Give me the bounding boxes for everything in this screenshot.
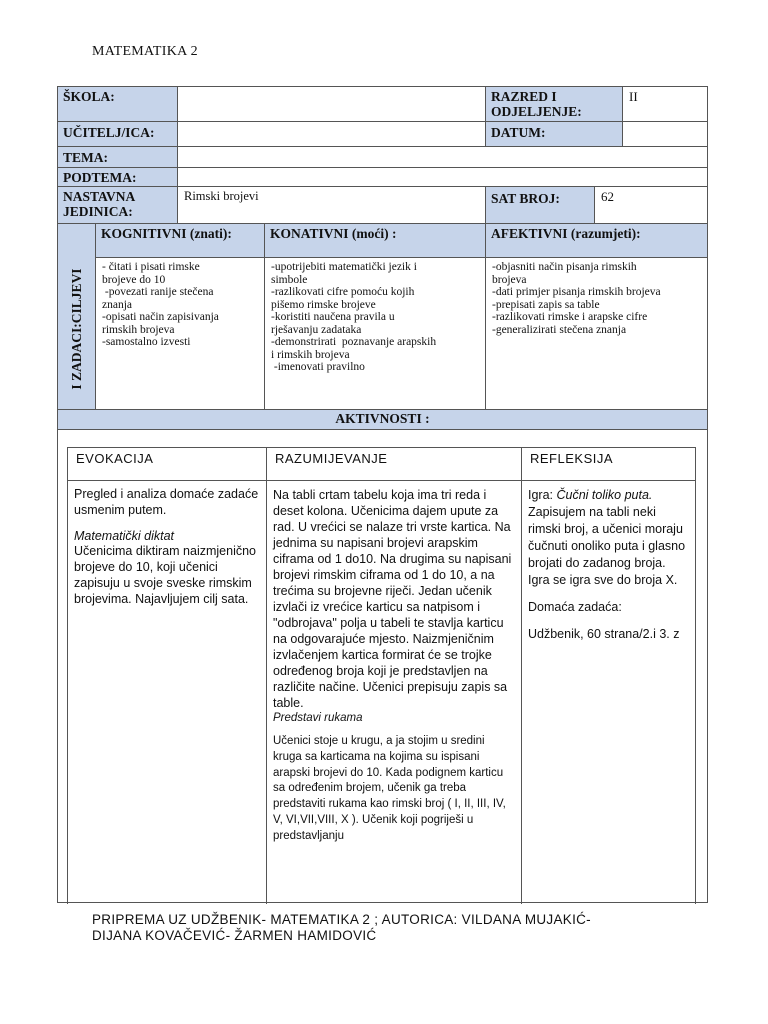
kognitivni-list <box>96 258 264 352</box>
afektivni-line: -prepisati zapis sa table <box>492 298 600 311</box>
konativni-line: -razlikovati cifre pomoću kojih <box>271 286 415 298</box>
kognitivni-line: rimskih brojeva <box>102 323 175 336</box>
afektivni-header: AFEKTIVNI (razumjeti): <box>491 226 641 241</box>
konativni-line: pišemo rimske brojeve <box>271 298 376 311</box>
razumijevanje-header-cell <box>266 447 522 481</box>
konativni-cell <box>264 257 486 410</box>
goals-side-cell <box>57 223 96 410</box>
refleksija-game-title: Čučni toliko puta. <box>556 488 653 502</box>
datum-label-cell <box>485 121 623 147</box>
razred-value: II <box>629 89 638 104</box>
evokacija-text-1: Pregled i analiza domaće zadaće usmenim putem. <box>74 487 259 517</box>
refleksija-header: REFLEKSIJA <box>530 451 614 466</box>
razumijevanje-title-2: Predstavi rukama <box>273 712 363 724</box>
kognitivni-header: KOGNITIVNI (znati): <box>101 226 232 241</box>
skola-label: ŠKOLA: <box>63 89 115 104</box>
ucitelj-value-cell <box>177 121 486 147</box>
konativni-header-cell <box>264 223 486 258</box>
razumijevanje-cell <box>266 480 522 904</box>
footer-line-1: PRIPREMA UZ UDŽBENIK- MATEMATIKA 2 ; AUTORICA: VILDANA MUJAKIĆ- <box>92 912 591 927</box>
konativni-line: rješavanju zadataka <box>271 323 362 336</box>
kognitivni-line: -povezati ranije stečena <box>102 286 214 298</box>
evokacija-text-2: Učenicima diktiram naizmjenično brojeve do 10, koji učenici zapisuju u svoje sveske rimskim brojevima. Najavljujem cilj sata. <box>74 544 257 606</box>
kognitivni-line: - čitati i pisati rimske <box>102 261 200 273</box>
afektivni-line: -objasniti način pisanja rimskih <box>492 261 637 273</box>
kognitivni-header-cell <box>95 223 265 258</box>
refleksija-text-1: Zapisujem na tabli neki rimski broj, a učenici moraju čučnuti onoliko puta i glasno brojati do zadanog broja. Igra se igra sve do broja X. <box>528 505 686 587</box>
razumijevanje-header: RAZUMIJEVANJE <box>275 451 388 466</box>
evokacija-title-2: Matematički diktat <box>74 528 175 543</box>
kognitivni-line: -samostalno izvesti <box>102 336 191 348</box>
sat-label: SAT BROJ: <box>491 191 560 206</box>
podtema-label: PODTEMA: <box>63 170 137 185</box>
afektivni-line: -dati primjer pisanja rimskih brojeva <box>492 286 661 298</box>
razumijevanje-text-2: Učenici stoje u krugu, a ja stojim u sredini kruga sa karticama na kojima su ispisani arapski brojevi do 10. Kada podignem karticu sa određenim brojem, učenik ga treba predstaviti rukama kao rimski broj ( I, II, III, IV, V, VI,VII,VIII, X ). Učenik koji pogriješi u predstavljanju <box>273 735 506 842</box>
goals-side-label: I ZADACI:CILJEVI <box>68 268 84 391</box>
konativni-line: simbole <box>271 273 308 286</box>
footer-line-2: DIJANA KOVAČEVIĆ- ŽARMEN HAMIDOVIĆ <box>92 928 377 943</box>
tema-label: TEMA: <box>63 150 108 165</box>
podtema-value-cell <box>177 167 708 187</box>
tema-label-cell <box>57 146 178 168</box>
razred-label-line2: ODJELJENJE: <box>491 104 582 119</box>
afektivni-cell <box>485 257 708 410</box>
kognitivni-line: -opisati način zapisivanja <box>102 311 219 323</box>
afektivni-line: -generalizirati stečena znanja <box>492 323 627 336</box>
aktivnosti-header: AKTIVNOSTI : <box>335 411 430 426</box>
kognitivni-line: znanja <box>102 298 133 311</box>
konativni-line: -demonstrirati poznavanje arapskih <box>271 336 437 348</box>
afektivni-line: -razlikovati rimske i arapske cifre <box>492 311 648 323</box>
kognitivni-cell <box>95 257 265 410</box>
konativni-line: i rimskih brojeva <box>271 348 350 361</box>
ucitelj-label: UČITELJ/ICA: <box>63 125 155 140</box>
datum-label: DATUM: <box>491 125 546 140</box>
page-header: MATEMATIKA 2 <box>92 44 198 59</box>
nastavna-value-cell <box>177 186 486 224</box>
nastavna-label-line2: JEDINICA: <box>63 204 133 219</box>
nastavna-label-cell <box>57 186 178 224</box>
tema-value-cell <box>177 146 708 168</box>
podtema-label-cell <box>57 167 178 187</box>
razred-label-line1: RAZRED I <box>491 89 557 104</box>
refleksija-text-3: Udžbenik, 60 strana/2.i 3. z <box>528 627 680 641</box>
konativni-list <box>265 258 485 377</box>
konativni-line: -imenovati pravilno <box>271 361 365 373</box>
evokacija-header-cell <box>67 447 267 481</box>
konativni-line: -upotrijebiti matematički jezik i <box>271 261 417 273</box>
konativni-header: KONATIVNI (moći) : <box>270 226 397 241</box>
refleksija-cell <box>521 480 696 904</box>
skola-label-cell <box>57 86 178 122</box>
afektivni-line: brojeva <box>492 273 527 286</box>
evokacija-header: EVOKACIJA <box>76 451 154 466</box>
page-footer <box>92 912 692 944</box>
razred-value-cell <box>622 86 708 122</box>
nastavna-label-line1: NASTAVNA <box>63 189 136 204</box>
afektivni-header-cell <box>485 223 708 258</box>
kognitivni-line: brojeve do 10 <box>102 273 166 286</box>
datum-value-cell <box>622 121 708 147</box>
razumijevanje-text-1: Na tabli crtam tabelu koja ima tri reda i deset kolona. Učenicima dajem upute za rad. U vrećici se nalaze tri vrste kartica. Na jednima su napisani brojevi arapskim ciframa od 1 do10. Na drugima su napisani brojevi rimskim ciframa od 1 do 10, a na trećima su brojevne riječi. Jedan učenik izvlači iz vrećice karticu sa natpisom i "odbrojava" polja u tabeli te stavlja karticu na odgovarajuće mjesto. Naizmjeničnim izvlačenjem kartica formirat će se trojke određenog broja koji je predstavljen na različite načine. Učenici prepisuju zapis sa table. <box>273 488 512 710</box>
evokacija-cell <box>67 480 267 904</box>
refleksija-header-cell <box>521 447 696 481</box>
sat-value-cell <box>594 186 708 224</box>
refleksija-text-2: Domaća zadaća: <box>528 600 622 614</box>
ucitelj-label-cell <box>57 121 178 147</box>
aktivnosti-header-cell <box>57 409 708 430</box>
razred-label-cell <box>485 86 623 122</box>
afektivni-list <box>486 258 707 339</box>
nastavna-value: Rimski brojevi <box>184 189 259 203</box>
sat-value: 62 <box>601 189 614 204</box>
refleksija-prefix: Igra: <box>528 488 557 502</box>
skola-value-cell <box>177 86 486 122</box>
sat-label-cell <box>485 186 595 224</box>
konativni-line: -koristiti naučena pravila u <box>271 311 395 323</box>
